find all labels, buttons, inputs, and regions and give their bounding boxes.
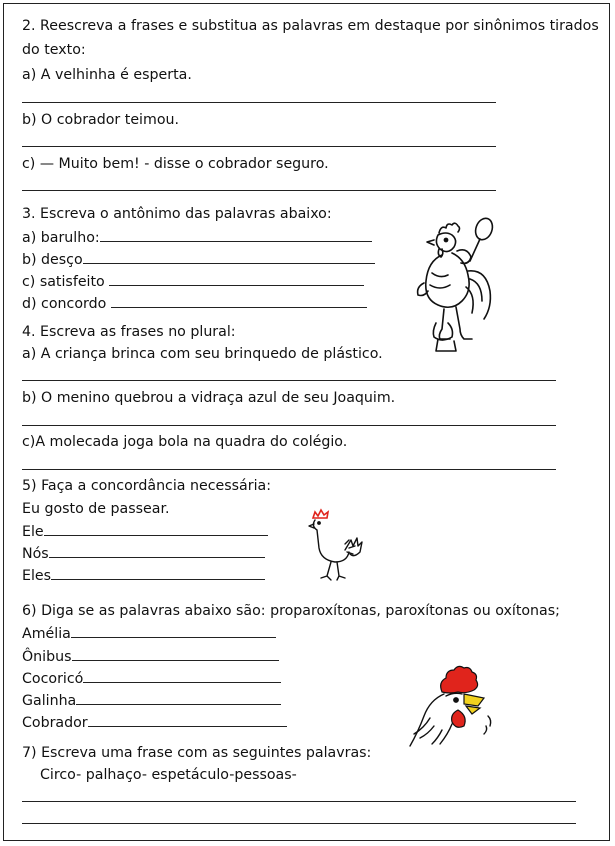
q3-item-b-label: b) desço [22,252,83,268]
q6-item-galinha [22,691,281,710]
q5-answer-line-ele[interactable] [44,522,268,536]
q2-answer-line-a[interactable] [22,102,496,103]
q3-answer-line-d[interactable] [111,294,367,308]
q5-answer-line-nos[interactable] [49,544,265,558]
q6-item-cobrador-label: Cobrador [22,715,88,731]
q4-item-c: c)A molecada joga bola na quadra do colégio. [22,434,348,450]
q2-title-line2: do texto: [22,42,86,58]
q6-answer-line-cocorico[interactable] [83,669,281,683]
q7-answer-line-2[interactable] [22,823,576,824]
q5-item-nos [22,544,265,563]
q7-words: Circo- palhaço- espetáculo-pessoas- [40,767,297,783]
q3-answer-line-c[interactable] [109,272,364,286]
q6-title: 6) Diga se as palavras abaixo são: proparoxítonas, paroxítonas ou oxítonas; [22,603,560,619]
q6-item-amelia [22,624,276,643]
q6-answer-line-onibus[interactable] [72,647,279,661]
q4-item-a: a) A criança brinca com seu brinquedo de plástico. [22,346,383,362]
q5-answer-line-eles[interactable] [51,566,265,580]
q7-title: 7) Escreva uma frase com as seguintes palavras: [22,745,372,761]
small-rooster-illustration [305,508,365,586]
q6-answer-line-galinha[interactable] [76,691,281,705]
q6-item-cocorico-label: Cocoricó [22,671,84,687]
q2-answer-line-c[interactable] [22,190,496,191]
q5-title: 5) Faça a concordância necessária: [22,478,271,494]
q4-answer-line-c[interactable] [22,469,556,470]
q4-answer-line-b[interactable] [22,425,556,426]
q5-item-ele-label: Ele [22,524,44,540]
rooster-mirror-illustration [412,213,502,358]
q3-answer-line-a[interactable] [100,228,372,242]
q3-item-a-label: a) barulho: [22,230,100,246]
q5-item-nos-label: Nós [22,546,49,562]
q3-answer-line-b[interactable] [83,250,375,264]
q6-item-cocorico [22,669,281,688]
q3-item-d [22,294,367,313]
q7-answer-line-1[interactable] [22,801,576,802]
q6-item-amelia-label: Amélia [22,626,71,642]
q2-answer-line-b[interactable] [22,146,496,147]
q3-item-c-label: c) satisfeito [22,274,105,290]
q6-item-cobrador [22,713,287,732]
q3-item-d-label: d) concordo [22,296,107,312]
q4-answer-line-a[interactable] [22,380,556,381]
rooster-head-illustration [404,664,496,752]
q5-item-ele [22,522,268,541]
q6-item-onibus-label: Ônibus [22,649,72,665]
q5-item-eles [22,566,265,585]
q6-item-onibus [22,647,279,666]
q2-item-b: b) O cobrador teimou. [22,112,180,128]
q5-item-eles-label: Eles [22,568,52,584]
q6-answer-line-amelia[interactable] [71,624,276,638]
q4-item-b: b) O menino quebrou a vidraça azul de seu Joaquim. [22,390,396,406]
q3-title: 3. Escreva o antônimo das palavras abaixo: [22,206,332,222]
q4-title: 4. Escreva as frases no plural: [22,324,236,340]
q6-item-galinha-label: Galinha [22,693,77,709]
q2-item-a: a) A velhinha é esperta. [22,67,192,83]
q3-item-c [22,272,364,291]
q3-item-b [22,250,375,269]
q5-example: Eu gosto de passear. [22,501,170,517]
q2-title-line1: 2. Reescreva a frases e substitua as palavras em destaque por sinônimos tirados [22,18,599,34]
q2-item-c: c) — Muito bem! - disse o cobrador seguro. [22,156,329,172]
q3-item-a [22,228,372,247]
q6-answer-line-cobrador[interactable] [88,713,287,727]
